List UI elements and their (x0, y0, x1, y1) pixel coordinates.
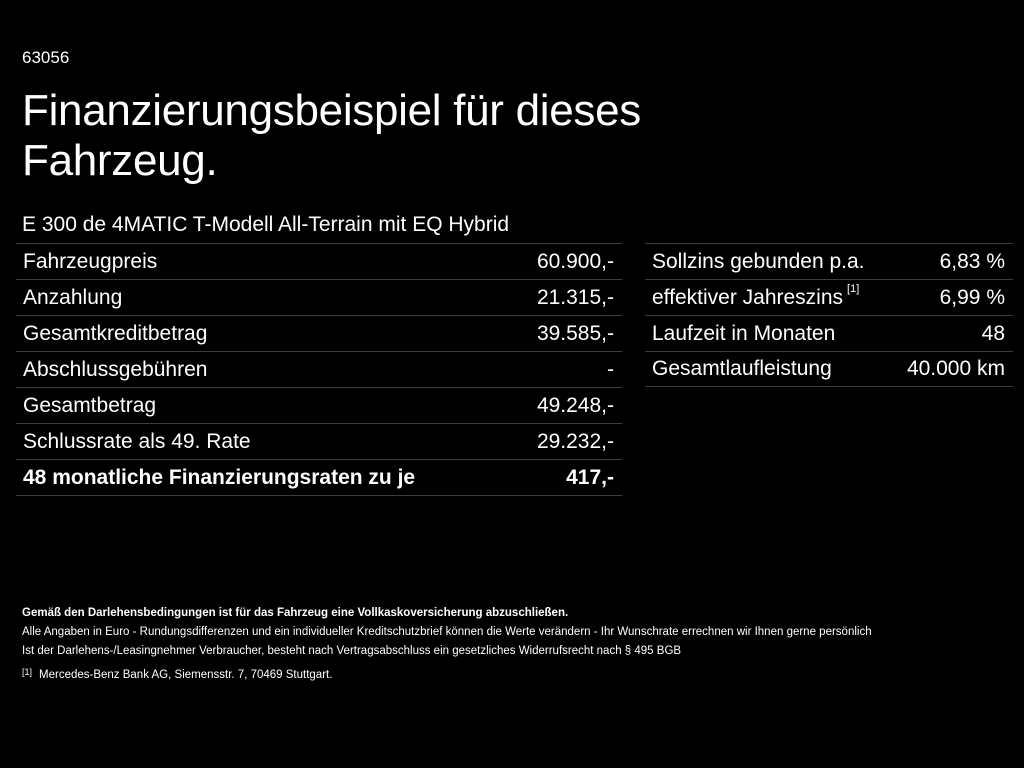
vehicle-model: E 300 de 4MATIC T-Modell All-Terrain mit EQ Hybrid (22, 213, 510, 236)
legal-notes (22, 604, 1012, 685)
row-value: 60.900,- (536, 249, 614, 273)
table-row (16, 423, 622, 459)
table-row (645, 243, 1013, 279)
row-value: 21.315,- (536, 285, 614, 309)
table-row (16, 279, 622, 315)
row-value: - (607, 357, 614, 381)
row-label: effektiver Jahreszins (652, 285, 844, 309)
row-label: Sollzins gebunden p.a. (652, 249, 865, 273)
row-label-group (652, 282, 860, 310)
row-label: Gesamtbetrag (23, 393, 157, 417)
footnote (22, 666, 1012, 685)
row-label: 48 monatliche Finanzierungsraten zu je (23, 465, 416, 489)
monthly-rate-row (16, 459, 622, 496)
row-label: Fahrzeugpreis (23, 249, 158, 273)
page-title: Finanzierungsbeispiel für dieses Fahrzeug. (22, 86, 641, 185)
row-value: 6,99 % (939, 285, 1005, 309)
table-row (16, 387, 622, 423)
monthly-rate-value: 417,- (566, 465, 614, 489)
row-value: 39.585,- (536, 321, 614, 345)
insurance-note: Gemäß den Darlehensbedingungen ist für das Fahrzeug eine Vollkaskoversicherung abzuschließen. (22, 607, 569, 619)
disclaimer-line: Alle Angaben in Euro - Rundungsdifferenzen und ein individueller Kreditschutzbrief können die Werte verändern - Ihr Wunschrate errechnen wir Ihnen gerne persönlich (22, 626, 872, 638)
table-row (16, 315, 622, 351)
footnote-mark: [1] (22, 667, 33, 677)
table-row (645, 315, 1013, 351)
financing-table (16, 243, 622, 496)
row-value: 49.248,- (536, 393, 614, 417)
row-label: Abschlussgebühren (23, 357, 208, 381)
table-row (645, 351, 1013, 387)
row-value: 29.232,- (536, 429, 614, 453)
row-value: 6,83 % (939, 249, 1005, 273)
row-label: Schlussrate als 49. Rate (23, 429, 251, 453)
interest-table (645, 243, 1013, 387)
row-value: 40.000 km (906, 357, 1005, 380)
row-label: Laufzeit in Monaten (652, 321, 836, 345)
offer-code: 63056 (22, 48, 70, 67)
withdrawal-note: Ist der Darlehens-/Leasingnehmer Verbraucher, besteht nach Vertragsabschluss ein gesetzliches Widerrufsrecht nach § 495 BGB (22, 645, 682, 657)
row-value: 48 (981, 321, 1005, 345)
row-label: Anzahlung (23, 285, 123, 309)
table-row (645, 279, 1013, 315)
footnote-text: Mercedes-Benz Bank AG, Siemensstr. 7, 70469 Stuttgart. (39, 669, 333, 681)
row-label: Gesamtkreditbetrag (23, 321, 208, 345)
footnote-reference: [1] (847, 282, 860, 295)
table-row (16, 243, 622, 279)
table-row (16, 351, 622, 387)
row-label: Gesamtlaufleistung (652, 357, 832, 380)
